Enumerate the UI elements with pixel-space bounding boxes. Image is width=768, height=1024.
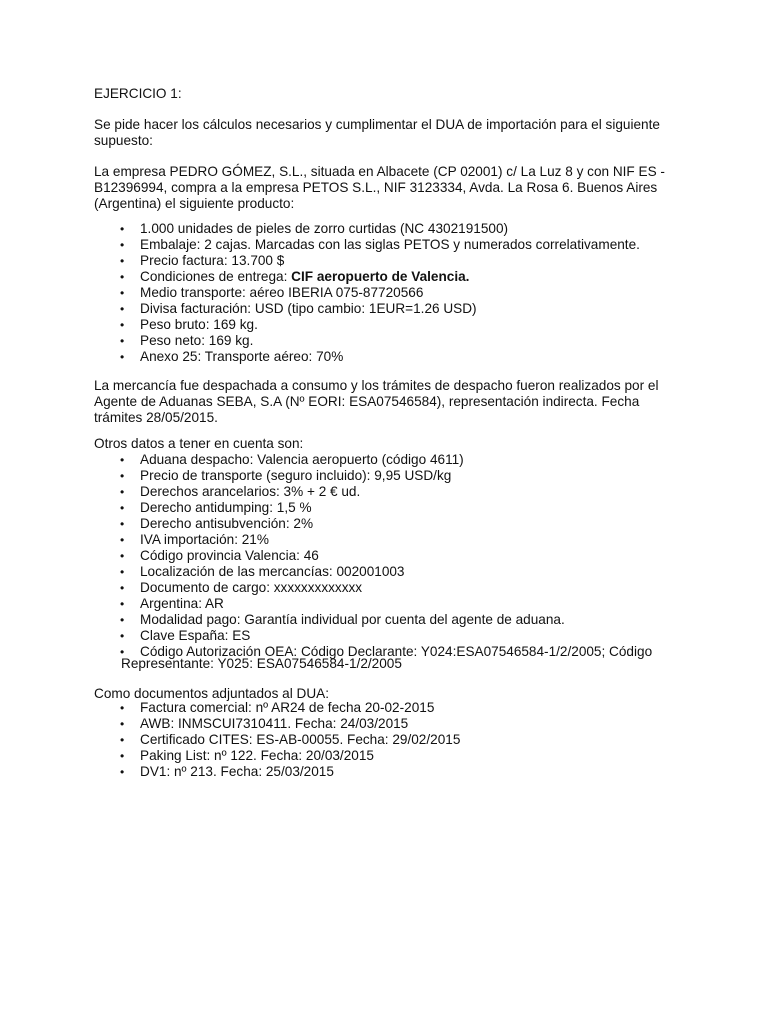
bullet-icon: •	[120, 350, 125, 364]
bullet-icon: •	[120, 469, 125, 483]
bullet-icon: •	[120, 270, 125, 284]
company-line: B12396994, compra a la empresa PETOS S.L., NIF 3123334, Avda. La Rosa 6. Buenos Aires	[94, 180, 658, 195]
bullet-icon: •	[120, 517, 125, 531]
bullet-icon: •	[120, 286, 125, 300]
bullet-icon: •	[120, 334, 125, 348]
list-item: • Localización de las mercancías: 002001003	[120, 564, 405, 579]
bullet-icon: •	[120, 701, 125, 715]
bullet-icon: •	[120, 501, 125, 515]
dispatch-line: trámites 28/05/2015.	[94, 410, 218, 425]
list-item: • Código Autorización OEA: Código Declarante: Y024:ESA07546584-1/2/2005; Código	[120, 644, 653, 659]
list-item: • AWB: INMSCUI7310411. Fecha: 24/03/2015	[120, 716, 409, 731]
exercise-heading: EJERCICIO 1:	[94, 86, 182, 101]
list-item: • Condiciones de entrega: CIF aeropuerto de Valencia.	[120, 269, 470, 284]
list-item: • Documento de cargo: xxxxxxxxxxxxx	[120, 580, 363, 595]
dispatch-line: La mercancía fue despachada a consumo y los trámites de despacho fueron realizados por el	[94, 378, 659, 393]
list-item: • Código provincia Valencia: 46	[120, 548, 319, 563]
bullet-icon: •	[120, 302, 125, 316]
list-item: • Precio de transporte (seguro incluido): 9,95 USD/kg	[120, 468, 452, 483]
list-item: • Clave España: ES	[120, 628, 251, 643]
bullet-icon: •	[120, 629, 125, 643]
list-item: • Paking List: nº 122. Fecha: 20/03/2015	[120, 748, 374, 763]
company-line: La empresa PEDRO GÓMEZ, S.L., situada en Albacete (CP 02001) c/ La Luz 8 y con NIF ES -	[94, 164, 665, 179]
bullet-icon: •	[120, 238, 125, 252]
list-item: • Anexo 25: Transporte aéreo: 70%	[120, 349, 344, 364]
list-item: • Precio factura: 13.700 $	[120, 253, 285, 268]
list-item: • Peso bruto: 169 kg.	[120, 317, 258, 332]
bullet-icon: •	[120, 597, 125, 611]
other-data-list	[94, 452, 652, 660]
bullet-icon: •	[120, 733, 125, 747]
bullet-icon: •	[120, 485, 125, 499]
list-item: • Derecho antisubvención: 2%	[120, 516, 314, 531]
documents-heading: Como documentos adjuntados al DUA:	[94, 686, 329, 701]
company-line: (Argentina) el siguiente producto:	[94, 196, 295, 211]
bullet-icon: •	[120, 254, 125, 268]
bullet-icon: •	[120, 765, 125, 779]
list-item: • Modalidad pago: Garantía individual por cuenta del agente de aduana.	[120, 612, 565, 627]
list-item: • Argentina: AR	[120, 596, 224, 611]
intro-line: Se pide hacer los cálculos necesarios y cumplimentar el DUA de importación para el siguiente	[94, 117, 660, 132]
other-data-heading: Otros datos a tener en cuenta son:	[94, 436, 304, 451]
bullet-icon: •	[120, 565, 125, 579]
list-item: • Embalaje: 2 cajas. Marcadas con las siglas PETOS y numerados correlativamente.	[120, 237, 640, 252]
bullet-icon: •	[120, 549, 125, 563]
bullet-icon: •	[120, 318, 125, 332]
bullet-icon: •	[120, 533, 125, 547]
list-item: • IVA importación: 21%	[120, 532, 269, 547]
bullet-icon: •	[120, 613, 125, 627]
bullet-icon: •	[120, 717, 125, 731]
list-item: • Peso neto: 169 kg.	[120, 333, 254, 348]
list-item: • DV1: nº 213. Fecha: 25/03/2015	[120, 764, 334, 779]
list-item: • Divisa facturación: USD (tipo cambio: 1EUR=1.26 USD)	[120, 301, 477, 316]
intro-paragraph	[94, 117, 714, 149]
documents-list	[94, 700, 460, 780]
delivery-terms: CIF aeropuerto de Valencia.	[291, 269, 470, 284]
bullet-icon: •	[120, 645, 125, 659]
list-item: • Medio transporte: aéreo IBERIA 075-87720566	[120, 285, 424, 300]
bullet-icon: •	[120, 581, 125, 595]
list-item: • Certificado CITES: ES-AB-00055. Fecha: 29/02/2015	[120, 732, 461, 747]
dispatch-paragraph	[94, 378, 714, 426]
list-item: • Factura comercial: nº AR24 de fecha 20-02-2015	[120, 700, 435, 715]
list-item: • Derechos arancelarios: 3% + 2 € ud.	[120, 484, 361, 499]
list-item: • Aduana despacho: Valencia aeropuerto (código 4611)	[120, 452, 464, 467]
product-list	[94, 221, 640, 365]
bullet-icon: •	[120, 749, 125, 763]
dispatch-line: Agente de Aduanas SEBA, S.A (Nº EORI: ESA07546584), representación indirecta. Fecha	[94, 394, 640, 409]
company-paragraph	[94, 164, 714, 212]
bullet-icon: •	[120, 453, 125, 467]
list-item: • 1.000 unidades de pieles de zorro curtidas (NC 4302191500)	[120, 221, 509, 236]
list-item: • Derecho antidumping: 1,5 %	[120, 500, 312, 515]
bullet-icon: •	[120, 222, 125, 236]
list-item-continuation: Representante: Y025: ESA07546584-1/2/2005	[121, 656, 402, 671]
intro-line: supuesto:	[94, 133, 153, 148]
